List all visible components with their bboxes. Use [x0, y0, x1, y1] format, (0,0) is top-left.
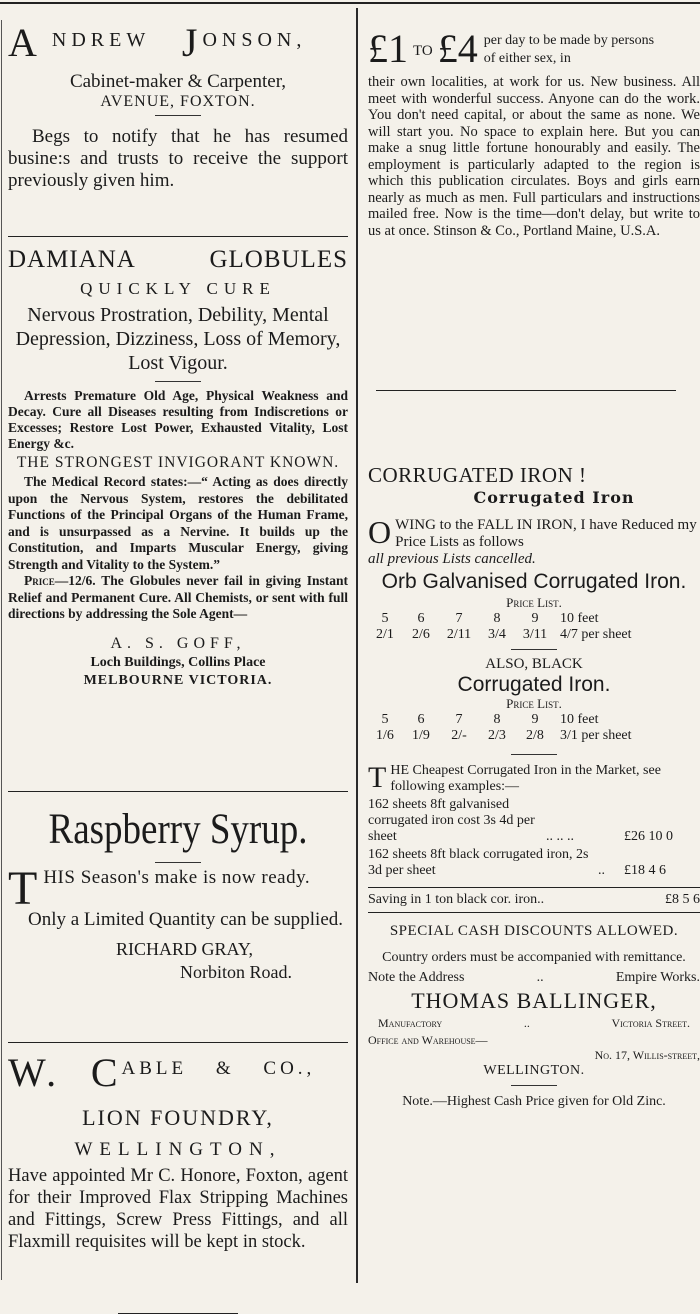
- stinson-head: [368, 26, 700, 71]
- raspberry-divider: [155, 862, 201, 863]
- iron-divider: [511, 754, 557, 755]
- damiana-quote: The Medical Record states:—“ Acting as does directly upon the Nervous System, restores the debilitated Functions of the Principal Organs of the Human Frame, and is unsurpassed as a Nervine. It builds up the Constitution, and Imparts Muscular Energy, giving Strength and Vitality to the System.”: [8, 474, 348, 572]
- iron-factory-label: Manufactory: [378, 1016, 443, 1030]
- black-price-cell: 7: [455, 712, 463, 727]
- damiana-price: [8, 573, 348, 623]
- damiana-advert: [8, 237, 348, 791]
- damiana-price-label: Price: [24, 573, 55, 588]
- iron-saving-rule: [368, 912, 700, 913]
- cable-name: [8, 1050, 348, 1101]
- iron-office-label: Office and Warehouse—: [368, 1033, 488, 1047]
- iron-cancelled: all previous Lists cancelled.: [368, 551, 536, 567]
- damiana-agent-city: MELBOURNE VICTORIA.: [83, 672, 273, 688]
- iron-example-2-dots: ..: [598, 863, 605, 878]
- iron-factory-street: Victoria Street.: [611, 1016, 690, 1030]
- galv-price-cell: 2/11: [446, 627, 472, 642]
- black-price-cell: 3/1 per sheet: [560, 728, 632, 743]
- damiana-title: [8, 243, 348, 277]
- black-price-cell: 8: [493, 712, 501, 727]
- galv-price-cell: 10 feet: [560, 611, 599, 626]
- black-price-cell: 5: [381, 712, 389, 727]
- right-column: [368, 8, 700, 1110]
- stinson-lead: per day to be made by persons of either sex, in: [483, 33, 655, 66]
- iron-cheapest-text: HE Cheapest Corrugated Iron in the Market, see following examples:—: [390, 763, 661, 794]
- damiana-title-left: DAMIANA: [8, 246, 136, 273]
- stinson-body: their own localities, at work for us. New business. All meet with wonderful success. Anyone can do the work. You don't need capital, or about the same as none. We will start you. No space to explain here. But you can make a snug little fortune honourably and easily. The employment is particularly adapted to the region is which this publication circulates. Boys and girls earn nearly as much as men. Full particulars and instructions mailed free. Now is the time—don't delay, but write to us at once. Stinson & Co., Portland Maine, U.S.A.: [368, 74, 700, 239]
- jonson-surname: ONSON,: [202, 29, 307, 51]
- galv-price-cell: 4/7 per sheet: [560, 627, 632, 642]
- raspberry-body: [8, 862, 348, 931]
- iron-example-2-text: 162 sheets 8ft black corrugated iron, 2s 3d per sheet: [368, 847, 589, 878]
- iron-saving-text: Saving in 1 ton black cor. iron..: [368, 892, 545, 907]
- iron-example-2: [368, 847, 700, 879]
- cable-initial-c: C: [90, 1050, 122, 1095]
- cable-advert: [8, 1043, 348, 1313]
- iron-black-title: Corrugated Iron.: [457, 673, 611, 696]
- black-price-cell: 1/9: [412, 728, 430, 743]
- iron-saving-rule: [368, 887, 700, 888]
- galv-price-cell: 9: [531, 611, 539, 626]
- iron-divider: [511, 1085, 557, 1086]
- cable-name-rest: ABLE & CO.,: [121, 1058, 316, 1079]
- iron-intro-text: WING to the FALL IN IRON, I have Reduced my Price Lists as follows: [395, 517, 697, 550]
- black-price-cell: 9: [531, 712, 539, 727]
- iron-cheapest: [368, 763, 700, 795]
- galv-price-cell: 8: [493, 611, 501, 626]
- damiana-subtitle: QUICKLY CURE: [80, 279, 276, 298]
- stinson-to: TO: [413, 43, 433, 59]
- black-price-table: [368, 712, 700, 744]
- iron-saving-price: £8 5 6: [665, 892, 700, 907]
- raspberry-body-2: Only a Limited Quantity can be supplied.: [28, 909, 344, 930]
- jonson-address: AVENUE, FOXTON.: [100, 93, 256, 110]
- jonson-trade: Cabinet-maker & Carpenter,: [69, 71, 287, 92]
- galv-price-cell: 7: [455, 611, 463, 626]
- stinson-amount-2: £4: [437, 26, 478, 71]
- galv-price-cell: 5: [381, 611, 389, 626]
- iron-saving: [368, 892, 700, 908]
- damiana-headline: THE STRONGEST INVIGORANT KNOWN.: [16, 454, 340, 471]
- galv-price-row: [368, 611, 700, 627]
- iron-title: CORRUGATED IRON !: [368, 463, 587, 487]
- black-price-cell: 2/8: [526, 728, 544, 743]
- iron-discounts: SPECIAL CASH DISCOUNTS ALLOWED.: [389, 923, 679, 939]
- iron-galv-title: Orb Galvanised Corrugated Iron.: [381, 570, 687, 593]
- black-price-row: [368, 712, 700, 728]
- iron-note-dots: ..: [536, 970, 544, 985]
- iron-subtitle: Corrugated Iron: [473, 488, 635, 507]
- damiana-agent: A. S. GOFF,: [110, 634, 246, 652]
- stinson-advert: [368, 8, 700, 390]
- raspberry-body-1: HIS Season's make is now ready.: [43, 867, 311, 888]
- jonson-initial-j: J: [181, 20, 203, 65]
- raspberry-title: Raspberry Syrup.: [48, 805, 308, 854]
- black-price-row: [368, 728, 700, 744]
- iron-black-price-list: Price List.: [506, 696, 562, 711]
- iron-advert: [368, 391, 700, 1110]
- damiana-price-text: —12/6. The Globules never fail in giving Instant Relief and Permanent Cure. All Chemists, or sent with full directions by addressing the Sole Agent—: [8, 573, 348, 621]
- iron-example-1-text: 162 sheets 8ft galvanised corrugated iron cost 3s 4d per sheet: [368, 797, 535, 844]
- iron-example-1: [368, 797, 700, 845]
- iron-divider: [511, 649, 557, 650]
- galv-price-cell: 2/1: [376, 627, 394, 642]
- galv-price-cell: 6: [417, 611, 425, 626]
- cable-city: WELLINGTON,: [74, 1139, 282, 1160]
- left-column: [8, 8, 348, 1314]
- black-price-cell: 6: [417, 712, 425, 727]
- iron-factory-dots: ..: [523, 1016, 530, 1030]
- damiana-ailments: Nervous Prostration, Debility, Mental Depression, Dizziness, Loss of Memory, Lost Vigour.: [15, 304, 341, 374]
- iron-note-address: [368, 970, 700, 986]
- column-rule: [356, 8, 358, 1283]
- galv-price-cell: 3/11: [522, 627, 548, 642]
- iron-example-1-dots: .. .. ..: [546, 829, 574, 844]
- cable-initial-w: W.: [8, 1050, 61, 1095]
- iron-example-1-price: £26 10 0: [624, 829, 673, 844]
- cable-body: Have appointed Mr C. Honore, Foxton, agent for their Improved Flax Stripping Machines and Fittings, Screw Press Fittings, and all Flaxmill requisites will be kept in stock.: [8, 1166, 348, 1252]
- jonson-first-name: NDREW: [51, 29, 150, 51]
- galv-price-cell: 2/6: [412, 627, 430, 642]
- iron-drop-letter: O: [368, 514, 392, 550]
- galv-price-table: [368, 611, 700, 643]
- left-margin-rule: [1, 20, 2, 1280]
- damiana-divider: [155, 381, 201, 382]
- raspberry-seller-address: Norbiton Road.: [180, 962, 292, 982]
- jonson-initial-a: A: [8, 20, 42, 65]
- iron-example-2-price: £18 4 6: [624, 863, 666, 878]
- damiana-agent-address: Loch Buildings, Collins Place: [90, 654, 266, 670]
- damiana-title-right: GLOBULES: [209, 246, 348, 273]
- jonson-divider: [155, 115, 201, 116]
- iron-country: Country orders must be accompanied with remittance.: [382, 950, 686, 965]
- stinson-amount-1: £1: [368, 26, 408, 71]
- iron-factory: [368, 1016, 700, 1031]
- galv-price-row: [368, 627, 700, 643]
- iron-galv-price-list: Price List.: [506, 595, 562, 610]
- iron-office-address: No. 17, Willis-street,: [594, 1048, 700, 1062]
- jonson-name: [8, 20, 348, 65]
- black-price-cell: 2/-: [451, 728, 467, 743]
- raspberry-drop-letter: T: [8, 862, 38, 915]
- iron-also-black: ALSO, BLACK: [485, 656, 583, 672]
- iron-intro: [368, 514, 700, 568]
- iron-cheapest-drop: T: [368, 761, 387, 794]
- raspberry-advert: [8, 792, 348, 1042]
- raspberry-seller: RICHARD GRAY,: [116, 939, 254, 959]
- jonson-notice: Begs to notify that he has resumed busine:s and trusts to receive the support previously given him.: [8, 126, 348, 191]
- iron-works: Empire Works.: [615, 970, 700, 985]
- iron-note: Note.—Highest Cash Price given for Old Zinc.: [402, 1094, 666, 1109]
- page-top-rule: [0, 2, 700, 4]
- cable-foundry: LION FOUNDRY,: [82, 1105, 274, 1130]
- black-price-cell: 1/6: [376, 728, 394, 743]
- iron-note-address-label: Note the Address: [368, 970, 465, 985]
- galv-price-cell: 3/4: [488, 627, 506, 642]
- black-price-cell: 10 feet: [560, 712, 599, 727]
- iron-merchant: THOMAS BALLINGER,: [411, 988, 657, 1013]
- iron-office-city: WELLINGTON.: [483, 1063, 585, 1078]
- black-price-cell: 2/3: [488, 728, 506, 743]
- damiana-effects: Arrests Premature Old Age, Physical Weakness and Decay. Cure all Diseases resulting from Indiscretions or Excesses; Restore Lost Power, Exhausted Vitality, Lost Energy &c.: [8, 388, 348, 451]
- jonson-advert: [8, 8, 348, 236]
